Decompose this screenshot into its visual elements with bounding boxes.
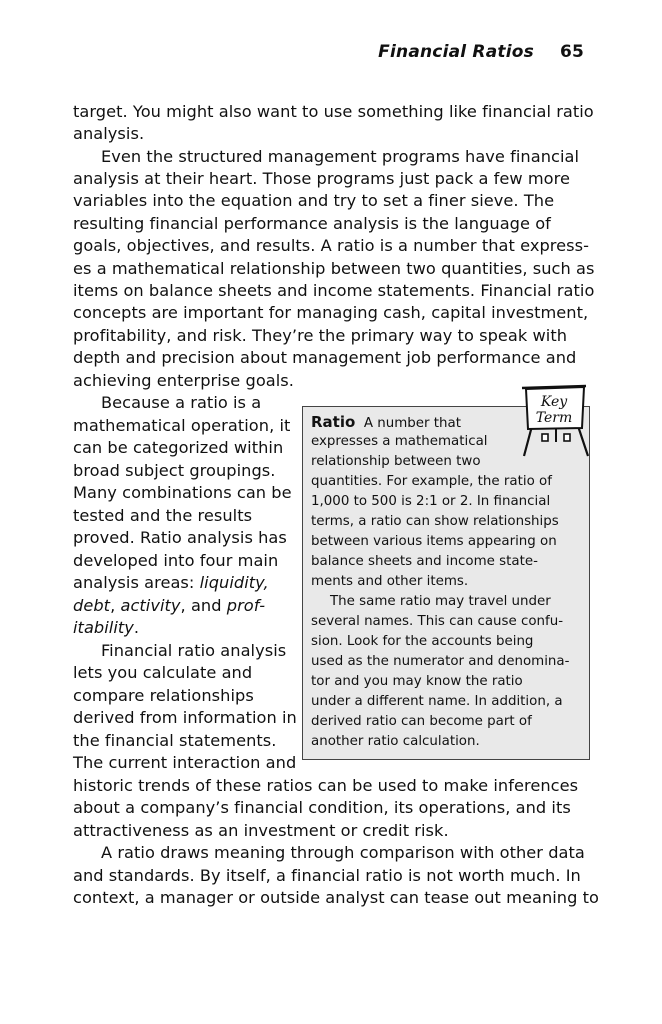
body-line: depth and precision about management job performance and — [73, 348, 577, 367]
running-header — [378, 42, 584, 66]
sidebar-term: Ratio — [311, 413, 356, 431]
body-line: profitability, and risk. They’re the primary way to speak with — [73, 326, 568, 345]
text-run: , — [110, 596, 121, 615]
key-term-easel-icon — [518, 382, 592, 458]
body-line: historic trends of these ratios can be used to make inferences — [73, 776, 579, 795]
body-line: context, a manager or outside analyst can tease out meaning to — [73, 888, 599, 907]
body-line: achieving enterprise goals. — [73, 371, 294, 390]
page-number: 65 — [559, 42, 584, 62]
body-line: compare relationships — [73, 686, 254, 705]
sidebar-line — [311, 413, 461, 433]
body-line: target. You might also want to use something like financial ratio — [73, 102, 594, 121]
sidebar-line: another ratio calculation. — [311, 734, 480, 749]
body-line: items on balance sheets and income statements. Financial ratio — [73, 281, 595, 300]
sidebar-line: ments and other items. — [311, 574, 469, 589]
header-title: Financial Ratios — [378, 42, 534, 62]
easel-leg — [578, 426, 588, 456]
body-line: analysis. — [73, 124, 145, 143]
sidebar-line: The same ratio may travel under — [330, 594, 551, 609]
italic-term: itability — [73, 618, 134, 637]
sidebar-line: between various items appearing on — [311, 534, 557, 549]
sidebar-line: relationship between two — [311, 454, 481, 469]
badge-term-text: Term — [535, 410, 573, 426]
body-line: developed into four main — [73, 551, 279, 570]
easel-leg — [524, 426, 532, 456]
body-line — [73, 572, 269, 594]
easel-foot — [542, 434, 548, 441]
text-run: A number that — [363, 416, 461, 431]
sidebar-line: 1,000 to 500 is 2:1 or 2. In financial — [311, 494, 551, 509]
body-line: lets you calculate and — [73, 663, 253, 682]
sidebar-line: terms, a ratio can show relationships — [311, 514, 559, 529]
body-line: derived from information in — [73, 708, 297, 727]
easel-foot — [564, 434, 570, 441]
italic-term: prof- — [226, 596, 266, 615]
body-line: attractiveness as an investment or credit risk. — [73, 821, 449, 840]
sidebar-line: sion. Look for the accounts being — [311, 634, 534, 649]
sidebar-line: expresses a mathematical — [311, 434, 488, 449]
sidebar-line: tor and you may know the ratio — [311, 674, 523, 689]
body-line: Because a ratio is a — [101, 393, 262, 412]
sidebar-line: used as the numerator and denomina- — [311, 654, 570, 669]
sidebar-line: several names. This can cause confu- — [311, 614, 564, 629]
body-line: the financial statements. — [73, 731, 277, 750]
sidebar-line: derived ratio can become part of — [311, 714, 532, 729]
body-line: and standards. By itself, a financial ratio is not worth much. In — [73, 866, 581, 885]
body-line: mathematical operation, it — [73, 416, 291, 435]
body-line: Even the structured management programs have financial — [101, 147, 580, 166]
body-line: can be categorized within — [73, 438, 284, 457]
body-line — [73, 595, 265, 617]
body-line: resulting financial performance analysis is the language of — [73, 214, 551, 233]
body-line: concepts are important for managing cash, capital investment, — [73, 303, 589, 322]
italic-term: debt — [73, 596, 111, 615]
body-line: analysis at their heart. Those programs just pack a few more — [73, 169, 570, 188]
body-line: The current interaction and — [73, 753, 297, 772]
italic-term: liquidity, — [199, 573, 269, 592]
body-line: goals, objectives, and results. A ratio is a number that express- — [73, 236, 590, 255]
body-line: broad subject groupings. — [73, 461, 276, 480]
text-run: . — [133, 618, 140, 637]
body-line: variables into the equation and try to set a finer sieve. The — [73, 191, 555, 210]
sidebar-line: under a different name. In addition, a — [311, 694, 563, 709]
sidebar-line: quantities. For example, the ratio of — [311, 474, 552, 489]
body-line — [73, 617, 139, 639]
body-line: about a company’s financial condition, its operations, and its — [73, 798, 571, 817]
badge-key-text: Key — [540, 394, 568, 410]
text-run: , and — [180, 596, 227, 615]
italic-term: activity — [120, 596, 181, 615]
sidebar-line: balance sheets and income state- — [311, 554, 538, 569]
body-line: A ratio draws meaning through comparison with other data — [101, 843, 585, 862]
body-line: Many combinations can be — [73, 483, 292, 502]
body-line: es a mathematical relationship between two quantities, such as — [73, 259, 595, 278]
text-run: analysis areas: — [73, 573, 200, 592]
body-line: Financial ratio analysis — [101, 641, 287, 660]
body-line: tested and the results — [73, 506, 253, 525]
body-line: proved. Ratio analysis has — [73, 528, 287, 547]
